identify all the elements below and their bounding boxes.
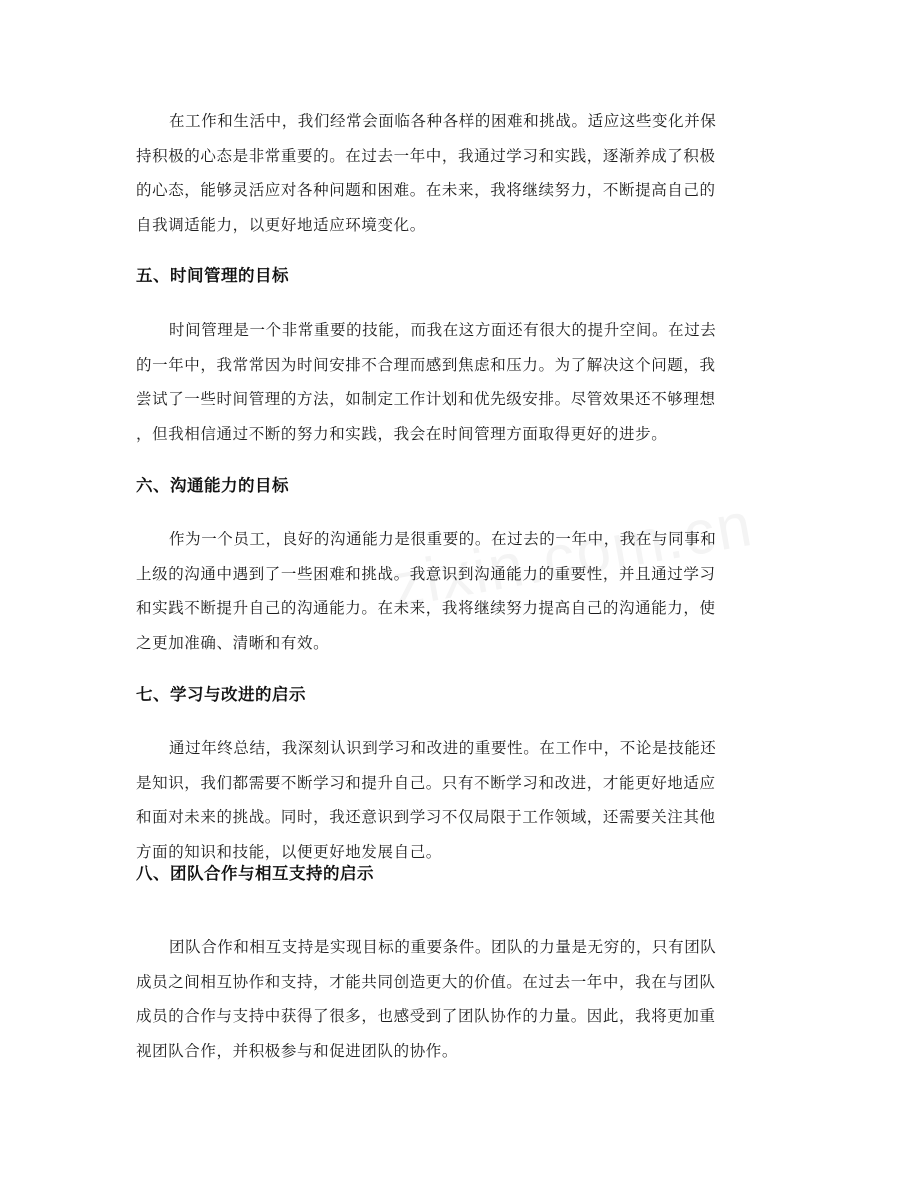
paragraph-line: 是知识，我们都需要不断学习和提升自己。只有不断学习和改进，才能更好地适应 xyxy=(136,773,716,792)
paragraph-line: 作为一个员工，良好的沟通能力是很重要的。在过去的一年中，我在与同事和 xyxy=(169,530,717,548)
paragraph-line: 团队合作和相互支持是实现目标的重要条件。团队的力量是无穷的，只有团队 xyxy=(169,938,717,956)
section-time-management xyxy=(136,264,796,288)
section-communication-body xyxy=(136,522,796,660)
section-heading: 六、沟通能力的目标 xyxy=(136,476,289,495)
paragraph-line: 上级的沟通中遇到了一些困难和挑战。我意识到沟通能力的重要性，并且通过学习 xyxy=(136,564,716,583)
paragraph-line: 在工作和生活中，我们经常会面临各种各样的困难和挑战。适应这些变化并保 xyxy=(169,112,717,130)
paragraph-line: 的一年中，我常常因为时间安排不合理而感到焦虑和压力。为了解决这个问题，我 xyxy=(136,355,716,374)
paragraph xyxy=(136,313,796,451)
paragraph-line: 成员之间相互协作和支持，才能共同创造更大的价值。在过去一年中，我在与团队 xyxy=(136,972,716,991)
paragraph-line: 之更加准确、清晰和有效。 xyxy=(136,633,330,652)
paragraph-line: 时间管理是一个非常重要的技能，而我在这方面还有很大的提升空间。在过去 xyxy=(169,321,717,339)
section-communication xyxy=(136,474,796,498)
paragraph-line: ，但我相信通过不断的努力和实践，我会在时间管理方面取得更好的进步。 xyxy=(136,424,668,443)
paragraph-line: 通过年终总结，我深刻认识到学习和改进的重要性。在工作中，不论是技能还 xyxy=(169,739,717,757)
paragraph xyxy=(136,930,796,1068)
paragraph xyxy=(136,731,796,869)
paragraph-line: 成员的合作与支持中获得了很多，也感受到了团队协作的力量。因此，我将更加重 xyxy=(136,1007,716,1025)
paragraph xyxy=(136,522,796,660)
section-teamwork xyxy=(136,862,796,886)
paragraph-line: 方面的知识和技能，以便更好地发展自己。 xyxy=(136,842,442,861)
paragraph-line: 的心态，能够灵活应对各种问题和困难。在未来，我将继续努力，不断提高自己的 xyxy=(136,181,716,199)
section-learning-body xyxy=(136,731,796,869)
paragraph-line: 持积极的心态是非常重要的。在过去一年中，我通过学习和实践，逐渐养成了积极 xyxy=(136,146,716,165)
section-learning xyxy=(136,683,796,707)
paragraph xyxy=(136,104,796,242)
paragraph-line: 和面对未来的挑战。同时，我还意识到学习不仅局限于工作领域，还需要关注其他 xyxy=(136,808,716,826)
section-intro xyxy=(136,104,796,242)
section-heading: 七、学习与改进的启示 xyxy=(136,685,306,704)
section-heading: 八、团队合作与相互支持的启示 xyxy=(136,864,374,883)
section-time-management-body xyxy=(136,313,796,451)
section-teamwork-body xyxy=(136,930,796,1068)
paragraph-line: 视团队合作，并积极参与和促进团队的协作。 xyxy=(136,1041,459,1060)
paragraph-line: 和实践不断提升自己的沟通能力。在未来，我将继续努力提高自己的沟通能力，使 xyxy=(136,599,716,617)
section-heading: 五、时间管理的目标 xyxy=(136,266,289,285)
paragraph-line: 自我调适能力，以更好地适应环境变化。 xyxy=(136,215,426,234)
paragraph-line: 尝试了一些时间管理的方法，如制定工作计划和优先级安排。尽管效果还不够理想 xyxy=(136,390,716,408)
